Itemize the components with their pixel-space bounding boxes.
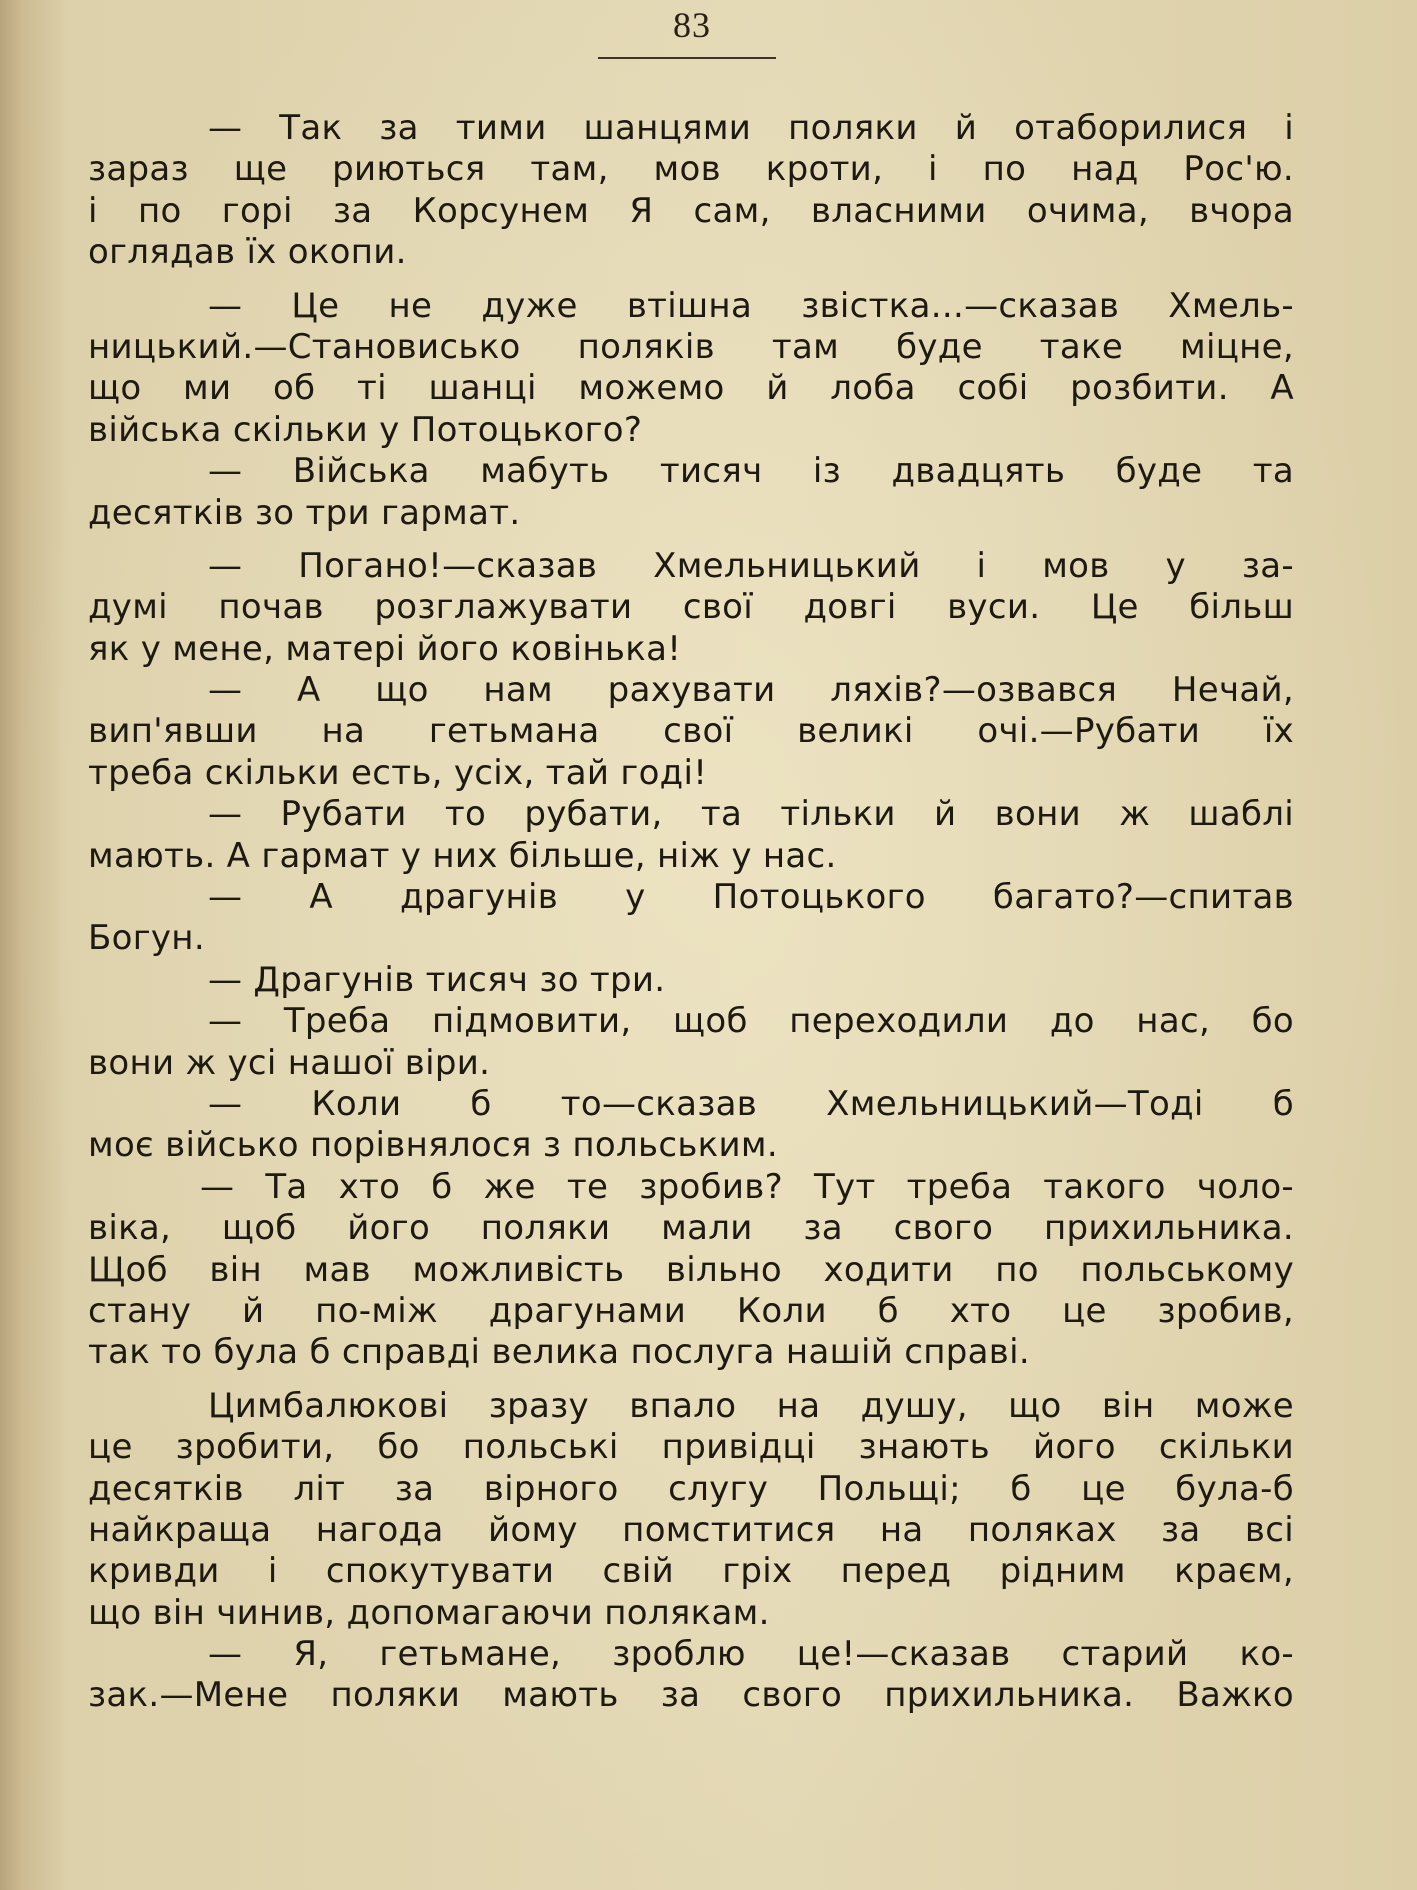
text-line: — Це не дуже втішна звістка...—сказав Хмель-	[208, 285, 1294, 326]
text-line: оглядав їх окопи.	[88, 232, 407, 273]
text-line: ницький.—Становисько поляків там буде таке міцне,	[88, 326, 1294, 367]
body-text	[88, 108, 1294, 1717]
text-line: зак.—Мене поляки мають за свого прихильника. Важко	[88, 1675, 1294, 1716]
text-line: що він чинив, допомагаючи полякам.	[88, 1592, 770, 1633]
text-line: вип'явши на гетьмана свої великі очі.—Рубати їх	[88, 711, 1294, 752]
text-line: моє військо порівнялося з польським.	[88, 1125, 778, 1166]
text-line: — Я, гетьмане, зроблю це!—сказав старий ко-	[208, 1634, 1294, 1675]
text-line: — Драгунів тисяч зо три.	[208, 959, 666, 1000]
text-line: — А що нам рахувати ляхів?—озвався Нечай,	[208, 670, 1294, 711]
text-line: — Так за тими шанцями поляки й отаборилися і	[208, 108, 1294, 148]
text-line: десятків літ за вірного слугу Польщі; б це була-б	[88, 1468, 1294, 1509]
text-line: війська скільки у Потоцького?	[88, 409, 643, 450]
text-line: це зробити, бо польські привідці знають його скільки	[88, 1427, 1294, 1468]
text-line: — Рубати то рубати, та тільки й вони ж шаблі	[208, 794, 1294, 835]
text-line: — Коли б то—сказав Хмельницький—Тоді б	[208, 1083, 1294, 1124]
text-line: думі почав розглажувати свої довгі вуси. Це більш	[88, 587, 1294, 628]
text-line: — Та хто б же те зробив? Тут треба такого чоло-	[200, 1166, 1294, 1207]
text-line: віка, щоб його поляки мали за свого прихильника.	[88, 1208, 1294, 1249]
text-line: і по горі за Корсунем Я сам, власними очима, вчора	[88, 190, 1294, 231]
text-line: — Погано!—сказав Хмельницький і мов у за-	[208, 545, 1294, 586]
text-line: вони ж усі нашої віри.	[88, 1042, 491, 1083]
text-line: треба скільки есть, усіх, тай годі!	[88, 752, 708, 793]
text-line: — Треба підмовити, щоб переходили до нас, бо	[208, 1001, 1294, 1042]
text-line: Щоб він мав можливість вільно ходити по польському	[88, 1249, 1294, 1290]
text-line: так то була б справді велика послуга нашій справі.	[88, 1332, 1030, 1373]
text-line: — Війська мабуть тисяч із двадцять буде та	[208, 451, 1294, 492]
page-number: 83	[673, 5, 711, 45]
text-line: десятків зо три гармат.	[88, 492, 521, 533]
text-line: найкраща нагода йому помститися на поляках за всі	[88, 1509, 1294, 1550]
text-line: стану й по-між драгунами Коли б хто це зробив,	[88, 1290, 1294, 1331]
text-line: що ми об ті шанці можемо й лоба собі розбити. А	[88, 368, 1294, 409]
text-line: Богун.	[88, 918, 205, 959]
text-line: мають. А гармат у них більше, ніж у нас.	[88, 835, 837, 876]
text-line: як у мене, матері його ковінька!	[88, 628, 682, 669]
text-line: зараз ще риються там, мов кроти, і по над Рос'ю.	[88, 149, 1294, 190]
header-rule	[598, 57, 776, 59]
text-line: — А драгунів у Потоцького багато?—спитав	[208, 877, 1294, 918]
text-line: кривди і спокутувати свій гріх перед рідним краєм,	[88, 1551, 1294, 1592]
text-line: Цимбалюкові зразу впало на душу, що він може	[208, 1385, 1294, 1426]
